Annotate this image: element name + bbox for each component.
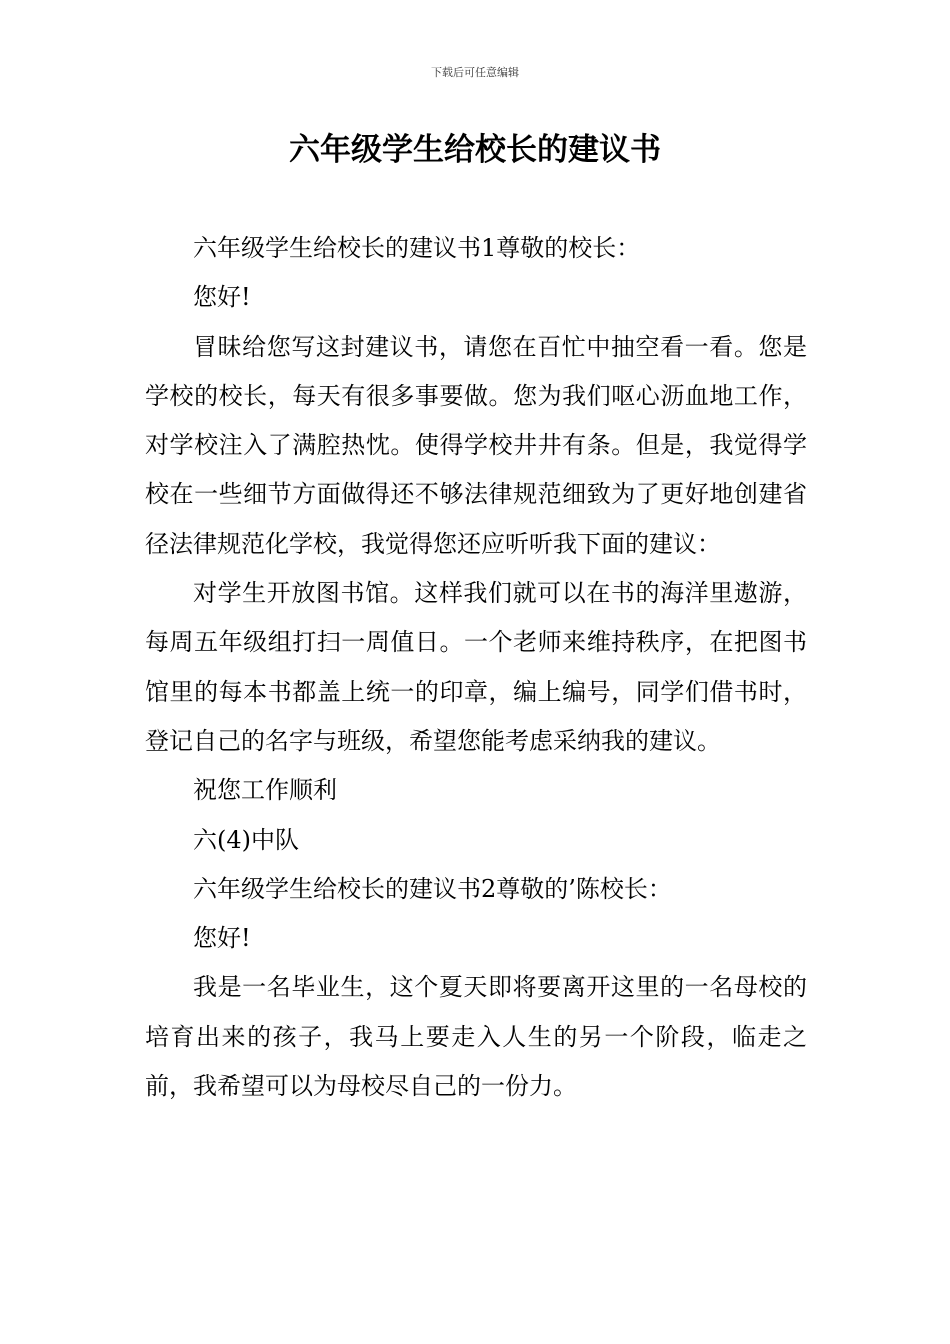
document-body xyxy=(145,224,807,1111)
paragraph: 您好! xyxy=(193,924,251,953)
paragraph: 六年级学生给校长的建议书2尊敬的’陈校长： xyxy=(193,874,672,903)
paragraph: 六年级学生给校长的建议书1尊敬的校长： xyxy=(193,234,641,262)
paragraph: 祝您工作顺利 xyxy=(193,776,337,805)
paragraph: 我是一名毕业生，这个夏天即将要离开这里的一名母校的培育出来的孩子，我马上要走入人生的另一个阶段，临走之前，我希望可以为母校尽自己的一份力。 xyxy=(145,973,807,1101)
paragraph: 冒昧给您写这封建议书，请您在百忙中抽空看一看。您是学校的校长，每天有很多事要做。您为我们呕心沥血地工作，对学校注入了满腔热忱。使得学校井井有条。但是，我觉得学校在一些细节方面做得还不够法律规范细致为了更好地创建省径法律规范化学校，我觉得您还应听听我下面的建议： xyxy=(145,332,807,558)
page-header-note: 下载后可任意编辑 xyxy=(431,66,519,79)
paragraph: 六(4)中队 xyxy=(193,825,299,854)
paragraph: 对学生开放图书馆。这样我们就可以在书的海洋里遨游，每周五年级组打扫一周值日。一个老师来维持秩序，在把图书馆里的每本书都盖上统一的印章，编上编号，同学们借书时，登记自己的名字与班级，希望您能考虑采纳我的建议。 xyxy=(145,579,807,755)
paragraph: 您好! xyxy=(193,283,251,312)
document-title: 六年级学生给校长的建议书 xyxy=(289,132,661,168)
